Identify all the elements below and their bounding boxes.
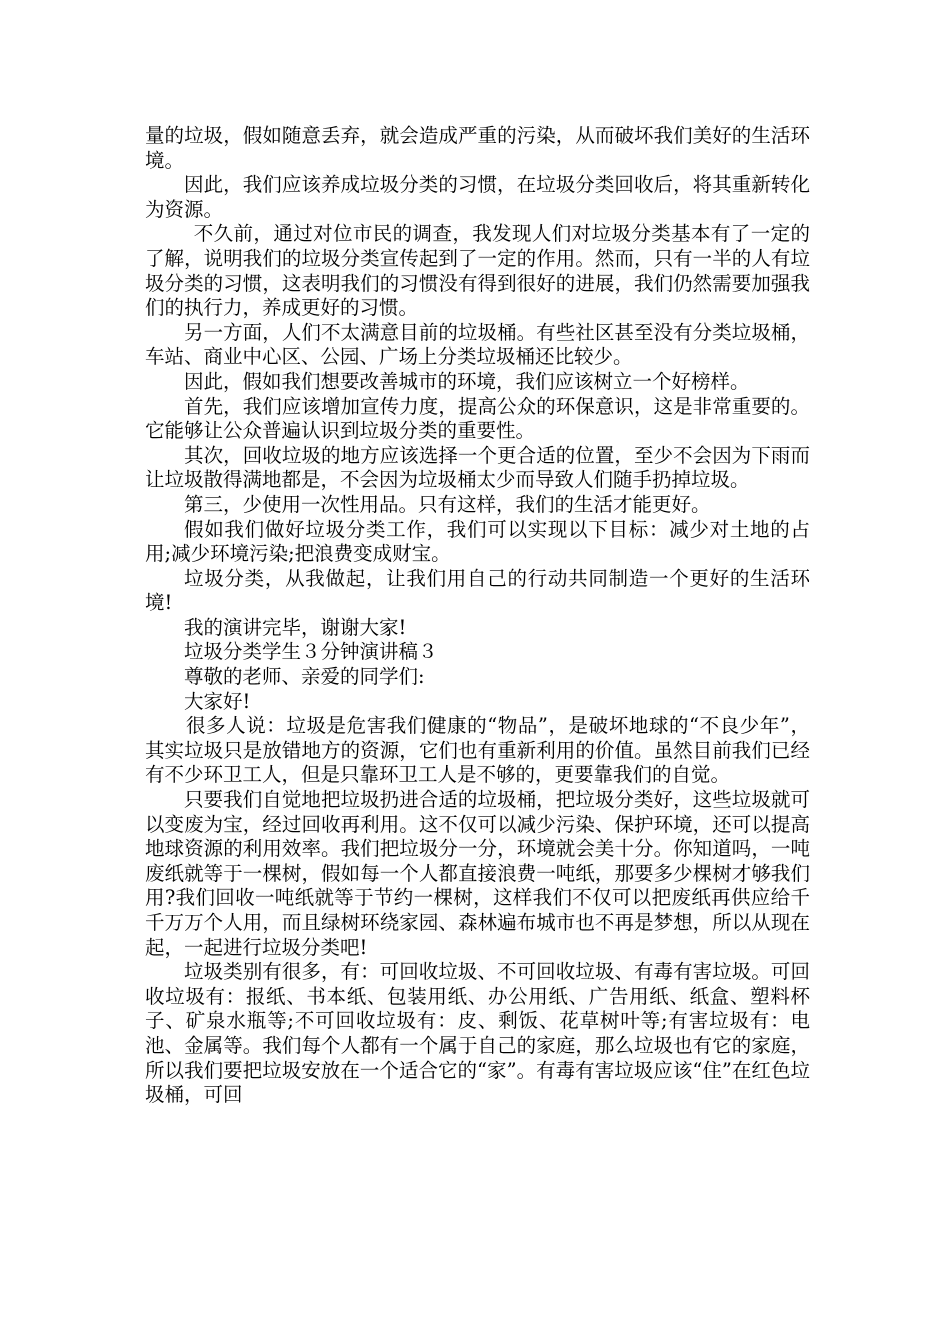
paragraph-recycle-benefits: 只要我们自觉地把垃圾扔进合适的垃圾桶，把垃圾分类好，这些垃圾就可以变废为宝，经过回收再利用。这不仅可以减少污染、保护环境，还可以提高地球资源的利用效率。我们把垃圾分一分，环境就会美十分。你知道吗，一吨废纸就等于一棵树，假如每一个人都直接浪费一吨纸，那要多少棵树才够我们用?我们回收一吨纸就等于节约一棵树，这样我们不仅可以把废纸再供应给千千万万个人用，而且绿树环绕家园、森林遍布城市也不再是梦想，所以从现在起，一起进行垃圾分类吧! bbox=[145, 788, 810, 959]
paragraph-role-model: 因此，假如我们想要改善城市的环境，我们应该树立一个好榜样。 bbox=[184, 369, 750, 393]
paragraph-survey: 不久前，通过对位市民的调查，我发现人们对垃圾分类基本有了一定的了解，说明我们的垃圾分类宣传起到了一定的作用。然而，只有一半的人有垃圾分类的习惯，这表明我们的习惯没有得到很好的进展，我们仍然需要加强我们的执行力，养成更好的习惯。 bbox=[145, 222, 810, 320]
paragraph-call-to-action: 垃圾分类，从我做起，让我们用自己的行动共同制造一个更好的生活环境! bbox=[145, 566, 810, 615]
paragraph-third: 第三，少使用一次性用品。只有这样，我们的生活才能更好。 bbox=[184, 492, 711, 516]
speech-salutation: 尊敬的老师、亲爱的同学们: bbox=[184, 665, 425, 689]
paragraph-therefore-habit: 因此，我们应该养成垃圾分类的习惯，在垃圾分类回收后，将其重新转化为资源。 bbox=[145, 173, 810, 221]
speech-greeting: 大家好! bbox=[184, 689, 251, 713]
paragraph-first: 首先，我们应该增加宣传力度，提高公众的环保意识，这是非常重要的。它能够让公众普遍认识到垃圾分类的重要性。 bbox=[145, 394, 810, 443]
speech-title: 垃圾分类学生３分钟演讲稿３ bbox=[184, 640, 438, 664]
paragraph-many-say: 很多人说：垃圾是危害我们健康的“物品”，是破坏地球的“不良少年”，其实垃圾只是放错地方的资源，它们也有重新利用的价值。虽然目前我们已经有不少环卫工人，但是只靠环卫工人是不够的，更要靠我们的自觉。 bbox=[145, 714, 810, 787]
paragraph-continuation: 量的垃圾，假如随意丢弃，就会造成严重的污染，从而破坏我们美好的生活环境。 bbox=[145, 124, 810, 172]
paragraph-second: 其次，回收垃圾的地方应该选择一个更合适的位置，至少不会因为下雨而让垃圾散得满地都是，不会因为垃圾桶太少而导致人们随手扔掉垃圾。 bbox=[145, 443, 810, 492]
paragraph-goals: 假如我们做好垃圾分类工作，我们可以实现以下目标：减少对土地的占用;减少环境污染;把浪费变成财宝。 bbox=[145, 517, 810, 566]
paragraph-trash-bins: 另一方面，人们不太满意目前的垃圾桶。有些社区甚至没有分类垃圾桶，车站、商业中心区、公园、广场上分类垃圾桶还比较少。 bbox=[145, 320, 810, 369]
document-body bbox=[145, 124, 810, 1108]
paragraph-waste-categories: 垃圾类别有很多，有：可回收垃圾、不可回收垃圾、有毒有害垃圾。可回收垃圾有：报纸、书本纸、包装用纸、办公用纸、广告用纸、纸盒、塑料杯子、矿泉水瓶等;不可回收垃圾有：皮、剩饭、花草树叶等;有害垃圾有：电池、金属等。我们每个人都有一个属于自己的家庭，那么垃圾也有它的家庭，所以我们要把垃圾安放在一个适合它的“家”。有毒有害垃圾应该“住”在红色垃圾桶，可回 bbox=[145, 960, 810, 1107]
paragraph-closing: 我的演讲完毕，谢谢大家! bbox=[184, 615, 407, 639]
